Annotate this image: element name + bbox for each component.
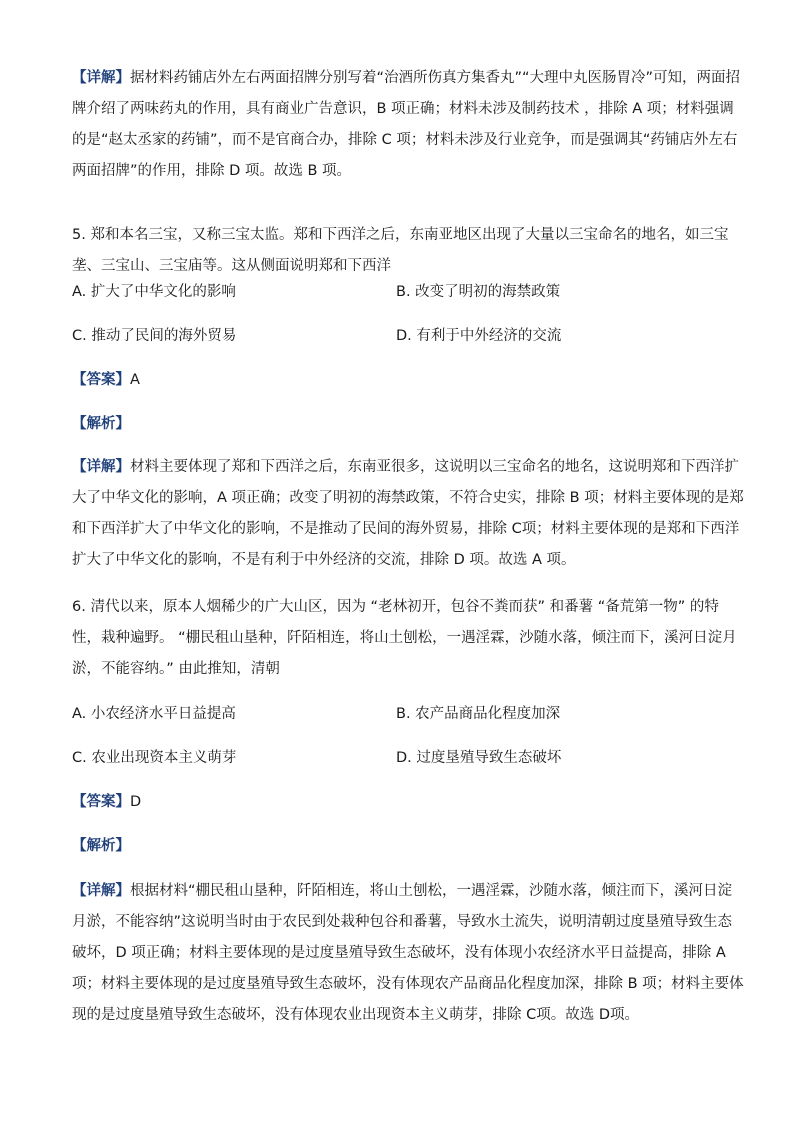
analysis-tag: 【解析】 — [72, 838, 130, 854]
detail-text: 项；材料主要体现的是过度垦殖导致生态破坏，没有体现农产品商品化程度加深，排除 B 项；材料主要体 — [72, 976, 744, 992]
detail-text: 根据材料“棚民租山垦种，阡陌相连，将山土刨松，一遇淫霖，沙随水落，倾注而下，溪河日淀 — [130, 883, 733, 899]
detail-text: 和下西洋扩大了中华文化的影响，不是推动了民间的海外贸易，排除 C项；材料主要体现的是郑和下西洋 — [72, 521, 740, 537]
q6-option-c: C. 农业出现资本主义萌芽 — [72, 750, 237, 766]
question-5-stem — [72, 220, 729, 282]
answer-tag: 【答案】 — [72, 372, 130, 388]
detail-text: 破坏，D 项正确；材料主要体现的是过度垦殖导致生态破坏，没有体现小农经济水平日益提高，排除 A — [72, 945, 726, 961]
q5-option-a: A. 扩大了中华文化的影响 — [72, 284, 236, 300]
q5-option-c: C. 推动了民间的海外贸易 — [72, 328, 237, 344]
answer-tag: 【答案】 — [72, 794, 130, 810]
question-text: 性，栽种遍野。 “棚民租山垦种，阡陌相连，将山土刨松，一遇淫霖，沙随水落，倾注而下，溪河日淀月 — [72, 630, 737, 646]
detail-text: 的是“赵太丞家的药铺”，而不是官商合办，排除 C 项；材料未涉及行业竞争，而是强调其“药铺店外左右 — [72, 132, 738, 148]
detail-text: 扩大了中华文化的影响，不是有利于中外经济的交流，排除 D 项。故选 A 项。 — [72, 552, 576, 568]
q5-answer — [72, 369, 140, 391]
detail-text: 牌介绍了两味药丸的作用，具有商业广告意识，B 项正确；材料未涉及制药技术 ，排除 A 项；材料强调 — [72, 101, 734, 117]
q6-answer — [72, 791, 141, 813]
q6-option-d: D. 过度垦殖导致生态破坏 — [396, 750, 562, 766]
detail-tag: 【详解】 — [72, 459, 130, 475]
q6-analysis-heading — [72, 835, 130, 857]
detail-text: 材料主要体现了郑和下西洋之后，东南亚很多，这说明以三宝命名的地名，这说明郑和下西洋扩 — [130, 459, 739, 475]
question-text: 6. 清代以来，原本人烟稀少的广大山区，因为 “老林初开，包谷不粪而获” 和番薯 “备荒第一物” 的特 — [72, 599, 719, 615]
detail-tag: 【详解】 — [72, 70, 130, 86]
q5-detail — [72, 452, 744, 576]
question-text: 5. 郑和本名三宝，又称三宝太监。郑和下西洋之后，东南亚地区出现了大量以三宝命名的地名，如三宝 — [72, 227, 729, 243]
detail-text: 两面招牌”的作用，排除 D 项。故选 B 项。 — [72, 163, 352, 179]
answer-value: D — [130, 794, 142, 810]
q6-option-a: A. 小农经济水平日益提高 — [72, 706, 236, 722]
q5-option-b: B. 改变了明初的海禁政策 — [396, 284, 561, 300]
q5-analysis-heading — [72, 413, 130, 435]
detail-text: 现的是过度垦殖导致生态破坏，没有体现农业出现资本主义萌芽，排除 C项。故选 D项。 — [72, 1007, 640, 1023]
detail-tag: 【详解】 — [72, 883, 130, 899]
detail-text: 月淤，不能容纳”这说明当时由于农民到处栽种包谷和番薯，导致水土流失，说明清朝过度垦殖导致生态 — [72, 914, 733, 930]
q5-option-d: D. 有利于中外经济的交流 — [396, 328, 562, 344]
question-text: 淤，不能容纳。” 由此推知，清朝 — [72, 661, 280, 677]
q4-detail — [72, 63, 741, 187]
answer-value: A — [130, 372, 140, 388]
q6-detail — [72, 876, 744, 1031]
detail-text: 据材料药铺店外左右两面招牌分别写着“治酒所伤真方集香丸”“大理中丸医肠胃冷”可知，两面招 — [130, 70, 741, 86]
analysis-tag: 【解析】 — [72, 416, 130, 432]
q6-option-b: B. 农产品商品化程度加深 — [396, 706, 561, 722]
question-6-stem — [72, 592, 737, 685]
detail-text: 大了中华文化的影响，A 项正确；改变了明初的海禁政策，不符合史实，排除 B 项；材料主要体现的是郑 — [72, 490, 744, 506]
question-text: 垄、三宝山、三宝庙等。这从侧面说明郑和下西洋 — [72, 258, 391, 274]
